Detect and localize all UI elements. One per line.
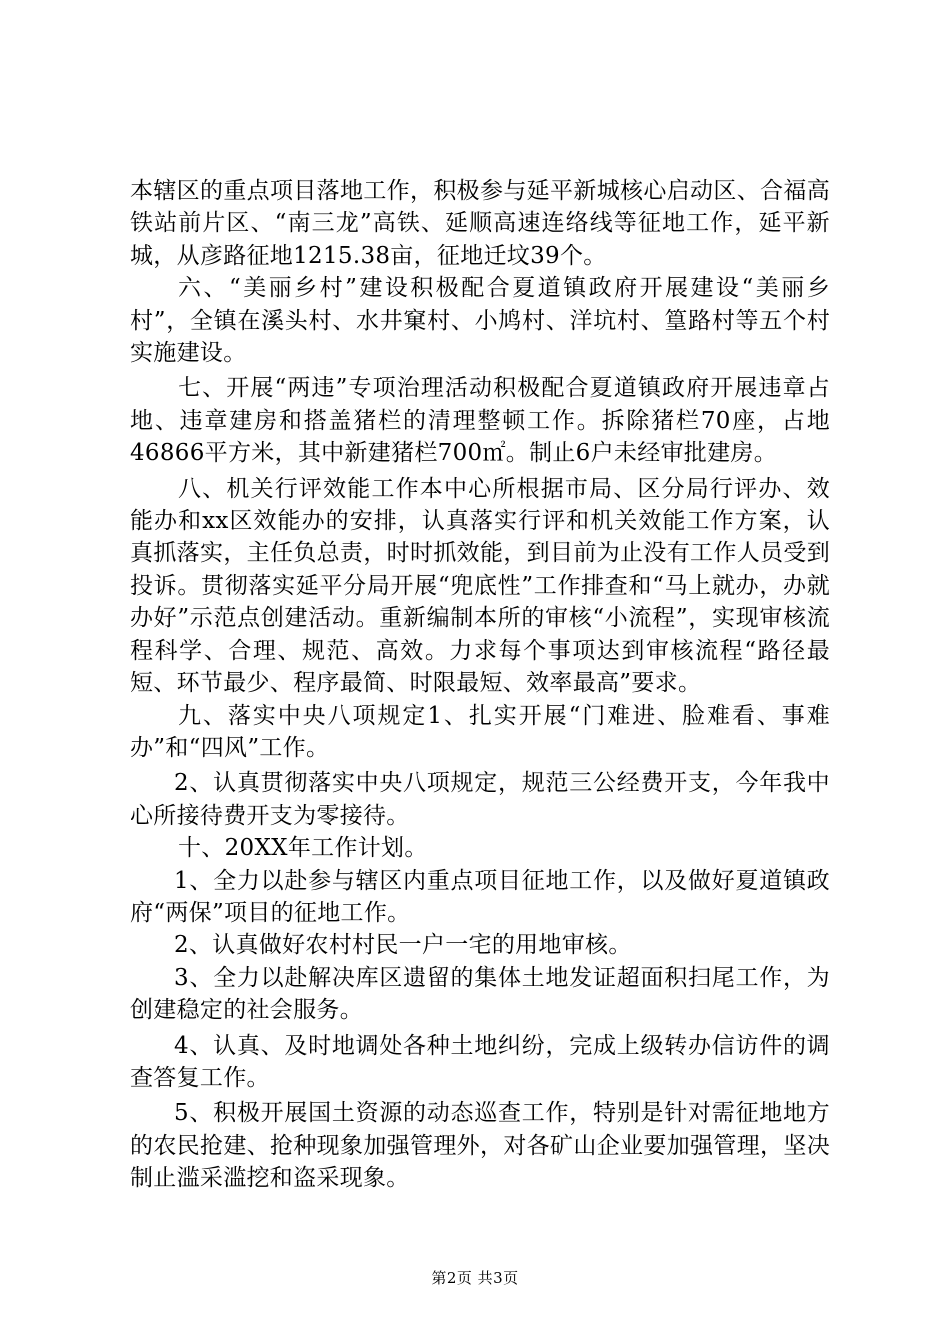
paragraph-section-10: 十、20XX年工作计划。: [178, 835, 428, 862]
paragraph-continuation: 本辖区的重点项目落地工作，积极参与延平新城核心启动区、合福高铁站前片区、“南三龙”高铁、延顺高速连络线等征地工作，延平新城，从彦路征地1215.38亩，征地迁坟39个。: [130, 178, 830, 269]
paragraph-item: 2、认真贯彻落实中央八项规定，规范三公经费开支，今年我中心所接待费开支为零接待。: [130, 770, 830, 829]
document-body: [130, 175, 830, 1195]
paragraph-section-6: 六、“美丽乡村”建设积极配合夏道镇政府开展建设“美丽乡村”，全镇在溪头村、水井窠村、小鸠村、洋坑村、篁路村等五个村实施建设。: [130, 275, 830, 367]
page-footer: 第2页 共3页: [431, 1269, 519, 1287]
paragraph-item: 2、认真做好农村村民一户一宅的用地审核。: [174, 932, 632, 959]
paragraph-item: 3、全力以赴解决库区遗留的集体土地发证超面积扫尾工作，为创建稳定的社会服务。: [130, 964, 830, 1024]
paragraph-section-8: 八、机关行评效能工作本中心所根据市局、区分局行评办、效能办和xx区效能办的安排，认真落实行评和机关效能工作方案，认真抓落实，主任负总责，时时抓效能，到目前为止没有工作人员受到投诉。贯彻落实延平分局开展“兜底性”工作排查和“马上就办，办就办好”示范点创建活动。重新编制本所的审核“小流程”，实现审核流程科学、合理、规范、高效。力求每个事项达到审核流程“路径最短、环节最少、程序最简、时限最短、效率最高”要求。: [130, 475, 830, 697]
paragraph-item: 1、全力以赴参与辖区内重点项目征地工作，以及做好夏道镇政府“两保”项目的征地工作。: [130, 867, 830, 926]
paragraph-item: 5、积极开展国土资源的动态巡查工作，特别是针对需征地地方的农民抢建、抢种现象加强管理外，对各矿山企业要加强管理，坚决制止滥采滥挖和盗采现象。: [130, 1100, 830, 1192]
paragraph-item: 4、认真、及时地调处各种土地纠纷，完成上级转办信访件的调查答复工作。: [130, 1032, 830, 1091]
paragraph-section-9: 九、落实中央八项规定1、扎实开展“门难进、脸难看、事难办”和“四风”工作。: [130, 702, 830, 761]
paragraph-section-7: 七、开展“两违”专项治理活动积极配合夏道镇政府开展违章占地、违章建房和搭盖猪栏的清理整顿工作。拆除猪栏70座，占地46866平方米，其中新建猪栏700㎡。制止6户未经审批建房。: [130, 375, 830, 467]
